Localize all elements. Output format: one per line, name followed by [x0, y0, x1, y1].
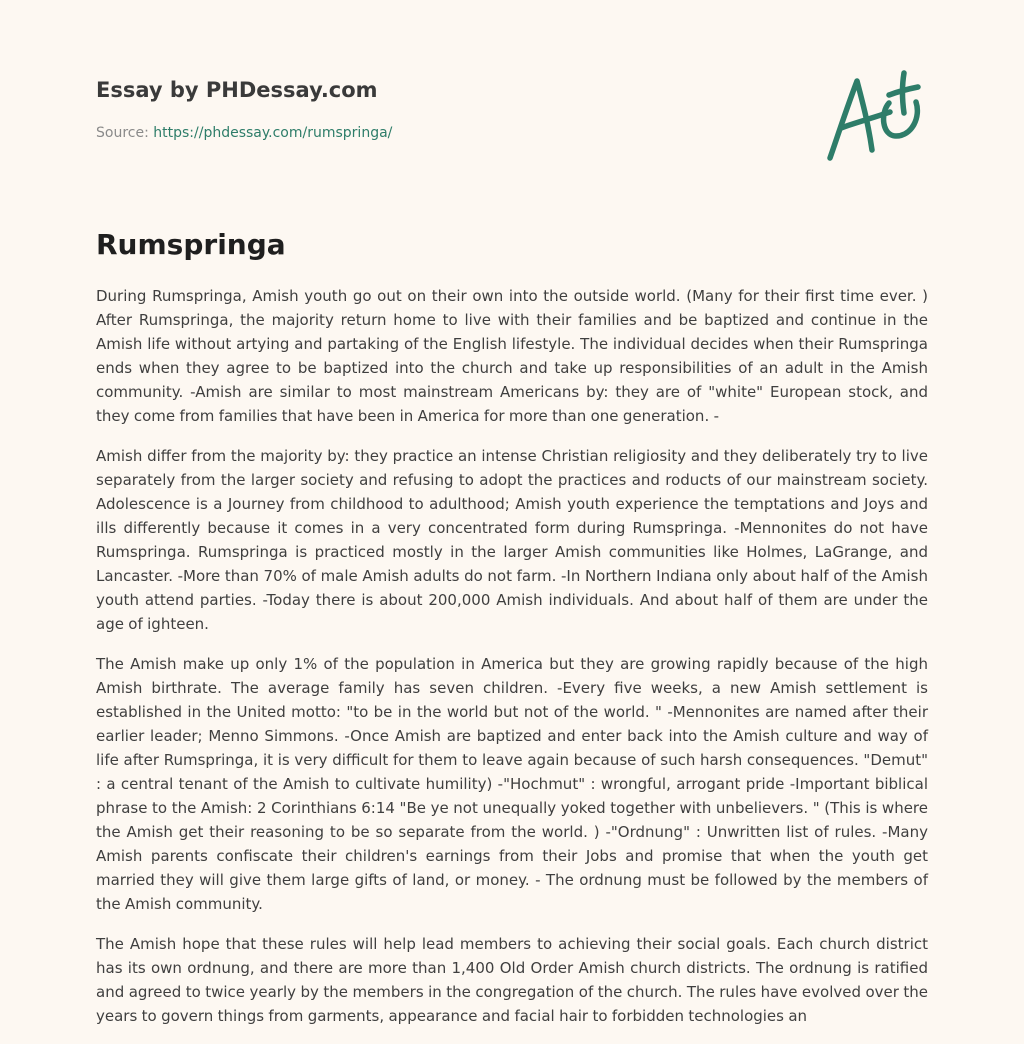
essay-paragraph: Amish differ from the majority by: they practice an intense Christian religiosity and they deliberately try to live separately from the larger society and refusing to adopt the practices and roducts of our mainstream society. Adolescence is a Journey from childhood to adulthood; Amish youth experience the temptations and Joys and ills differently because it comes in a very concentrated form during Rumspringa. -Mennonites do not have Rumspringa. Rumspringa is practiced mostly in the larger Amish communities like Holmes, LaGrange, and Lancaster. -More than 70% of male Amish adults do not farm. -In Northern Indiana only about half of the Amish youth attend parties. -Today there is about 200,000 Amish individuals. And about half of them are under the age of ighteen. — [96, 447, 928, 633]
page-header — [96, 76, 928, 166]
essay-paragraph: During Rumspringa, Amish youth go out on their own into the outside world. (Many for their first time ever. ) After Rumspringa, the majority return home to live with their families and be baptized and continue in the Amish life without artying and partaking of the English lifestyle. The individual decides when their Rumspringa ends when they agree to be baptized into the church and take up responsibilities of an adult in the Amish community. -Amish are similar to most mainstream Americans by: they are of "white" European stock, and they come from families that have been in America for more than one generation. - — [96, 287, 928, 425]
brand-title: Essay by PHDessay.com — [96, 78, 378, 102]
source-link[interactable]: https://phdessay.com/rumspringa/ — [153, 125, 393, 141]
essay-paragraph: The Amish hope that these rules will help lead members to achieving their social goals. Each church district has its own ordnung, and there are more than 1,400 Old Order Amish church districts. The ordnung is ratified and agreed to twice yearly by the members in the congregation of the church. The rules have evolved over the years to govern things from garments, appearance and facial hair to forbidden technologies an — [96, 935, 928, 1025]
essay-paragraph: The Amish make up only 1% of the population in America but they are growing rapidly because of the high Amish birthrate. The average family has seven children. -Every five weeks, a new Amish settlement is established in the United motto: "to be in the world but not of the world. " -Mennonites are named after their earlier leader; Menno Simmons. -Once Amish are baptized and enter back into the Amish culture and way of life after Rumspringa, it is very difficult for them to leave again because of such harsh consequences. "Demut" : a central tenant of the Amish to cultivate humility) -"Hochmut" : wrongful, arrogant pride -Important biblical phrase to the Amish: 2 Corinthians 6:14 "Be ye not unequally yoked together with unbelievers. " (This is where the Amish get their reasoning to be so separate from the world. ) -"Ordnung" : Unwritten list of rules. -Many Amish parents confiscate their children's earnings from their Jobs and promise that when the youth get married they will give them large gifts of land, or money. - The ordnung must be followed by the members of the Amish community. — [96, 655, 928, 913]
essay-title: Rumspringa — [96, 228, 286, 261]
source-line — [96, 123, 392, 143]
a-plus-logo-icon — [826, 70, 926, 165]
source-label: Source: — [96, 125, 154, 141]
essay-body — [96, 284, 928, 1044]
